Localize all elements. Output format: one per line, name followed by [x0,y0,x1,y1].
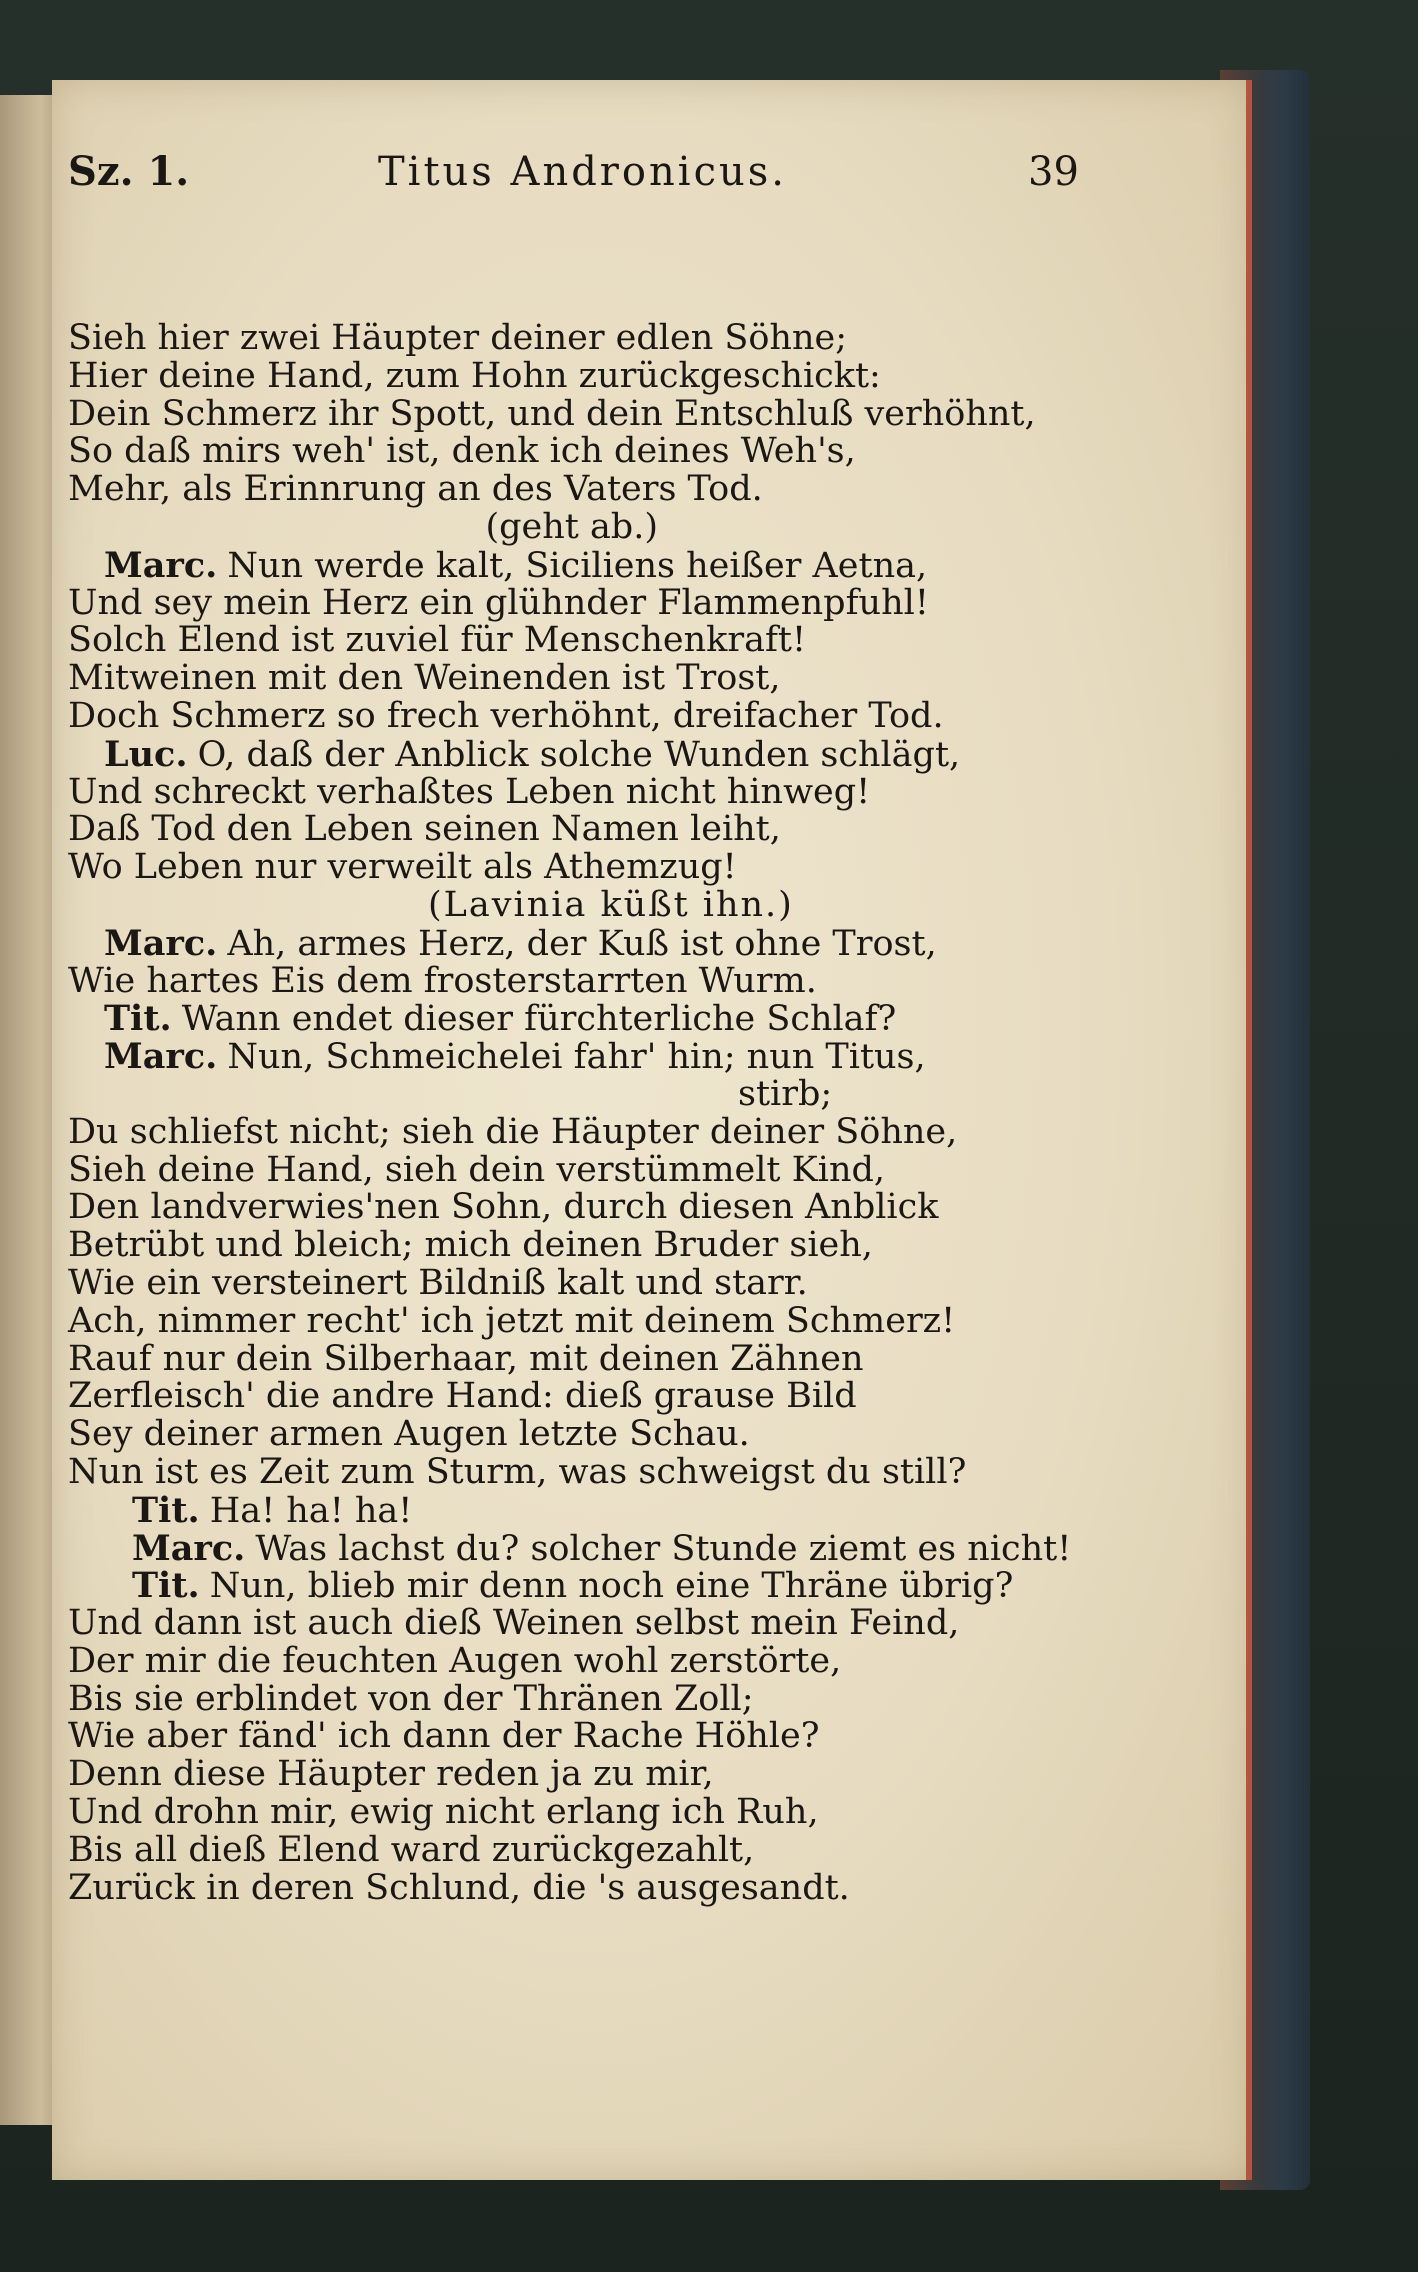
text-line [68,1605,1088,1643]
speaker-name: Tit. [132,1489,200,1531]
running-header [68,140,1079,204]
line-text: Mitweinen mit den Weinenden ist Trost, [68,658,781,699]
line-text: Solch Elend ist zuviel für Menschenkraft! [68,620,807,661]
text-line [68,355,1088,396]
line-text: Dein Schmerz ihr Spott, und dein Entschluß verhöhnt, [68,393,1036,434]
facing-page-edge [0,95,58,2125]
text-line [68,1262,1088,1303]
line-text: Du schliefst nicht; sieh die Häupter deiner Söhne, [68,1111,958,1152]
text-line [68,1416,1088,1454]
line-text: stirb; [738,1073,833,1114]
line-text: Denn diese Häupter reden ja zu mir, [68,1754,714,1795]
text-line [68,1000,1088,1038]
line-text: (Lavinia küßt ihn.) [428,884,794,925]
line-text: Nun, Schmeichelei fahr' hin; nun Titus, [227,1037,926,1078]
speaker-name: Marc. [104,1036,218,1078]
line-text: So daß mirs weh' ist, denk ich deines Weh's, [68,431,856,472]
text-line [68,433,1088,471]
text-line [68,733,1088,775]
running-title: Titus Andronicus. [378,149,787,195]
scene-label: Sz. 1. [68,148,190,195]
line-text: Wann endet dieser fürchterliche Schlaf? [181,999,897,1040]
line-text: Ach, nimmer recht' ich jetzt mit deinem Schmerz! [68,1300,956,1341]
line-text: Bis all dieß Elend ward zurückgezahlt, [68,1829,755,1870]
line-text: Wie aber fänd' ich dann der Rache Höhle? [68,1716,820,1757]
text-line [68,1567,1088,1605]
line-text: Daß Tod den Leben seinen Namen leiht, [68,809,781,850]
text-line [68,849,1088,887]
line-text: Betrübt und bleich; mich deinen Bruder sieh, [68,1225,873,1266]
line-text: (geht ab.) [485,506,658,547]
speaker-name: Luc. [104,733,188,775]
line-text: Der mir die feuchten Augen wohl zerstörte, [68,1640,842,1681]
text-line [68,1038,1088,1076]
line-text: Doch Schmerz so frech verhöhnt, dreifacher Tod. [68,695,944,736]
text-line [68,506,1088,547]
text-line [68,1189,1088,1227]
text-line [68,884,1088,925]
text-line [68,1073,1088,1114]
text-line [68,771,1088,812]
text-line [68,1111,1088,1152]
line-text: Ah, armes Herz, der Kuß ist ohne Trost, [227,923,937,964]
speaker-name: Tit. [132,1565,200,1607]
line-text: Mehr, als Erinnrung an des Vaters Tod. [68,469,763,510]
text-line [68,1640,1088,1681]
line-text: Sieh hier zwei Häupter deiner edlen Söhne; [68,318,848,358]
line-text: Sieh deine Hand, sieh dein verstümmelt Kind, [68,1149,886,1190]
text-line [68,471,1088,509]
line-text: Was lachst du? solcher Stunde ziemt es nicht! [255,1528,1072,1569]
text-line [68,393,1088,434]
text-line [68,1829,1088,1870]
line-text: Wie hartes Eis dem frosterstarrten Wurm. [68,960,817,1001]
line-text: Und drohn mir, ewig nicht erlang ich Ruh, [68,1792,819,1833]
text-line [68,320,1088,358]
text-line [68,1149,1088,1190]
line-text: Nun werde kalt, Siciliens heißer Aetna, [227,545,928,586]
text-line [68,811,1088,849]
text-line [68,544,1088,586]
line-text: Wo Leben nur verweilt als Athemzug! [68,847,737,888]
line-text: O, daß der Anblick solche Wunden schlägt, [197,734,961,775]
text-line [68,660,1088,698]
speaker-name: Tit. [104,998,172,1040]
page-red-edge [1246,80,1252,2180]
line-text: Nun, blieb mir denn noch eine Thräne übrig? [209,1566,1014,1607]
text-line [68,582,1088,623]
line-text: Rauf nur dein Silberhaar, mit deinen Zähnen [68,1338,864,1379]
line-text: Bis sie erblindet von der Thränen Zoll; [68,1678,754,1719]
text-line [68,695,1088,736]
line-text: Den landverwies'nen Sohn, durch diesen Anblick [68,1187,939,1228]
line-text: Sey deiner armen Augen letzte Schau. [68,1414,750,1455]
line-text: Nun ist es Zeit zum Sturm, was schweigst du still? [68,1451,967,1492]
text-line [68,1756,1088,1794]
text-line [68,1489,1088,1531]
text-line [68,1718,1088,1756]
line-text: Und schreckt verhaßtes Leben nicht hinweg! [68,771,871,812]
speaker-name: Marc. [104,922,218,964]
text-line [68,1527,1088,1569]
line-text: Zerfleisch' die andre Hand: dieß grause Bild [68,1376,857,1417]
text-line [68,960,1088,1001]
text-line [68,1300,1088,1341]
line-text: Und dann ist auch dieß Weinen selbst mein Feind, [68,1603,960,1644]
line-text: Wie ein versteinert Bildniß kalt und starr. [68,1262,808,1303]
line-text: Ha! ha! ha! [209,1490,413,1531]
line-text: Und sey mein Herz ein glühnder Flammenpfuhl! [68,582,929,623]
text-line [68,1451,1088,1492]
text-line [68,1227,1088,1265]
play-text [68,320,1088,1907]
speaker-name: Marc. [132,1527,246,1569]
text-line [68,622,1088,660]
text-line [68,1378,1088,1416]
line-text: Zurück in deren Schlund, die 's ausgesandt. [68,1867,850,1908]
line-text: Hier deine Hand, zum Hohn zurückgeschickt: [68,355,881,396]
text-line [68,1867,1088,1908]
page-number: 39 [1028,149,1079,195]
text-line [68,1794,1088,1832]
text-line [68,1678,1088,1719]
text-line [68,922,1088,964]
speaker-name: Marc. [104,544,218,586]
text-line [68,1338,1088,1379]
